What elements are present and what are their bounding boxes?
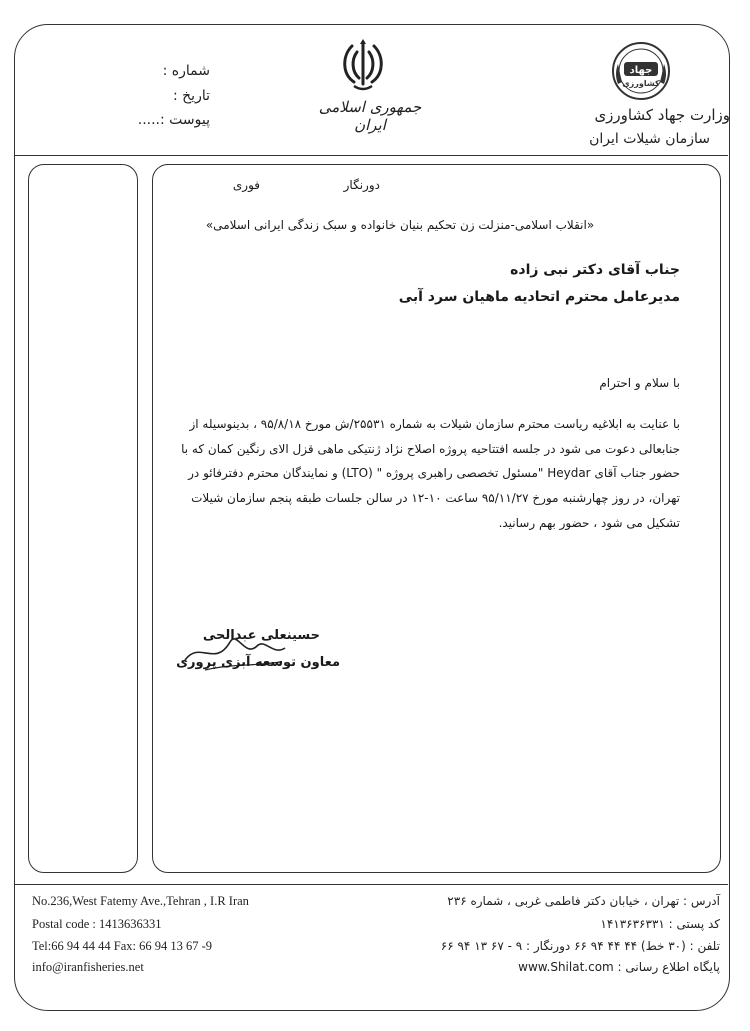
signatory-name: حسینعلی عبدالحی: [202, 628, 320, 643]
logo-word-top: جهاد: [629, 65, 653, 76]
footer-postal-fa: کد پستی : ۱۴۱۳۶۳۶۳۳۱: [600, 917, 720, 931]
footer-website-fa[interactable]: پایگاه اطلاع رسانی : www.Shilat.com: [518, 960, 720, 974]
attachment-field: پیوست :.....: [137, 112, 210, 128]
footer-email-link[interactable]: info@iranfisheries.net: [32, 960, 144, 974]
republic-name: جمهوری اسلامی ایران: [318, 98, 422, 134]
logo-word-bottom: کشاورزی: [622, 79, 660, 88]
number-field: شماره :: [162, 63, 210, 79]
fax-label: دورنگار: [343, 178, 380, 192]
paragraph-line: تهران، در روز چهارشنبه مورخ ۹۵/۱۱/۲۷ ساعت ۱۰-۱۲ در سالن جلسات طبقه پنجم سازمان شیلات: [191, 491, 680, 505]
paragraph-line: جنابعالی دعوت می شود در جلسه افتتاحیه پروژه اصلاح نژاد ژنتیکی ماهی قزل الای رنگین کمان که با: [181, 442, 680, 456]
footer-postal-en: Postal code : 1413636331: [32, 917, 162, 931]
footer-address-fa: آدرس : تهران ، خیابان دکتر فاطمی غربی ، شماره ۲۳۶: [447, 894, 720, 908]
ministry-name: وزارت جهاد کشاورزی: [594, 106, 730, 124]
margin-frame: [28, 164, 138, 873]
paragraph-line: با عنایت به ابلاغیه ریاست محترم سازمان شیلات به شماره ۲۵۵۳۱/ش مورخ ۹۵/۸/۱۸ ، بدینوسیله از: [189, 417, 680, 431]
urgent-label: فوری: [232, 178, 260, 192]
recipient-name: جناب آقای دکتر نبی زاده: [510, 262, 680, 278]
ministry-logo-icon: [610, 40, 672, 102]
header-divider: [15, 155, 728, 156]
paragraph-line: تشکیل می شود ، حضور بهم رسانید.: [498, 516, 680, 530]
footer-address-en: No.236,West Fatemy Ave.,Tehran , I.R Iran: [32, 894, 249, 908]
iran-emblem-icon: [340, 38, 386, 92]
footer-divider: [15, 884, 728, 885]
signatory-title: معاون توسعه آبزی پروری: [176, 655, 340, 670]
recipient-title: مدیرعامل محترم اتحادیه ماهیان سرد آبی: [398, 289, 680, 305]
date-field: تاریخ :: [172, 88, 210, 104]
footer-phone-en: Tel:66 94 44 44 Fax: 66 94 13 67 -9: [32, 939, 213, 953]
paragraph-line: حضور جناب آقای Heydar "مسئول تخصصی راهبری پروژه " (LTO) و نمایندگان محترم دفترفائو در: [188, 466, 680, 480]
footer-phone-fa: تلفن : (۳۰ خط) ۴۴ ۴۴ ۹۴ ۶۶ دورنگار : ۹ - ۶۷ ۱۳ ۹۴ ۶۶: [440, 939, 720, 953]
slogan: «انقلاب اسلامی-منزلت زن تحکیم بنیان خانواده و سبک زندگی ایرانی اسلامی»: [205, 218, 595, 232]
greeting: با سلام و احترام: [599, 376, 680, 390]
organization-name: سازمان شیلات ایران: [589, 131, 710, 147]
